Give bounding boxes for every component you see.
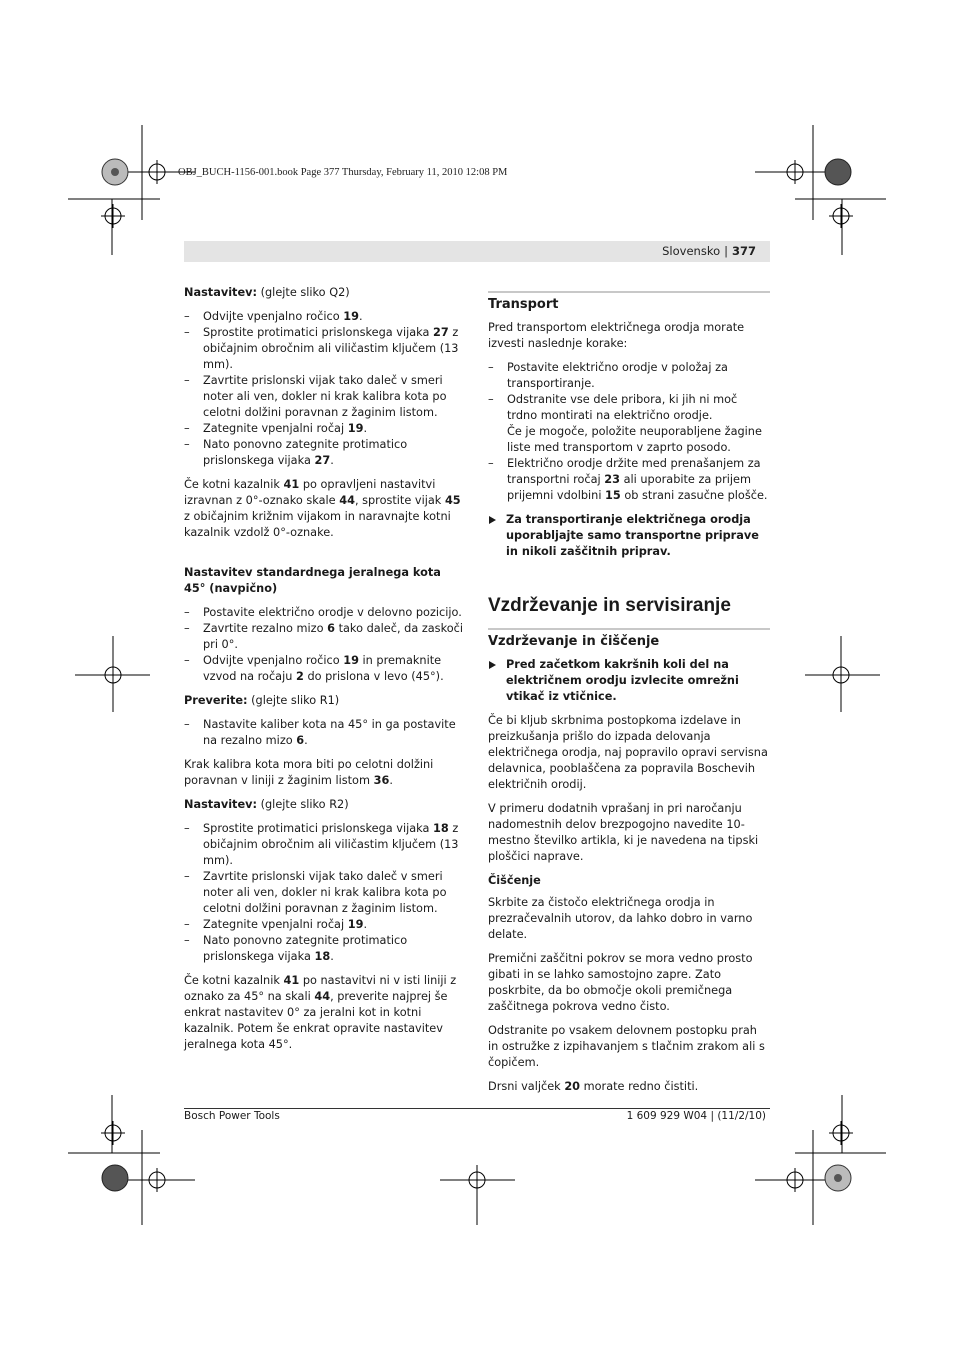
list-item: – Zavrtite rezalno mizo 6 tako daleč, da zaskoči pri 0°. (184, 621, 466, 653)
chapter-heading: Vzdrževanje in servisiranje (488, 595, 731, 616)
settings-q2-label: Nastavitev: (glejte sliko Q2) (184, 286, 350, 299)
list-item: – Nato ponovno zategnite protimatico prislonskega vijaka 18. (184, 933, 466, 965)
reference-number: 23 (604, 473, 620, 486)
settings-r2-steps (184, 821, 466, 965)
cleaning-p1: Skrbite za čistočo električnega orodja in prezračevalnih utorov, da lahko dobro in varno delate. (488, 896, 753, 941)
page-header (184, 241, 770, 262)
check-r1-note: Krak kalibra kota mora biti po celotni dolžini poravnan v liniji z žaginim listom 36. (184, 758, 434, 787)
list-item: – Sprostite protimatici prislonskega vijaka 18 z običajnim obročnim ali viličastim ključem (13 mm). (184, 821, 466, 869)
cleaning-p2: Premični zaščitni pokrov se mora vedno prosto gibati in se lahko samostojno zapre. Zato poskrbite, da bo območje okoli premičnega zaščitnega pokrova vedno čisto. (488, 952, 753, 1013)
settings-q2-steps (184, 309, 466, 469)
reference-number: 44 (314, 990, 331, 1003)
page-number: 377 (731, 244, 756, 258)
reference-number: 18 (314, 950, 331, 963)
list-item: – Zavrtite prislonski vijak tako daleč v smeri noter ali ven, dokler ni krak kalibra kota po celotni dolžini poravnan z žaginim listom. (184, 869, 466, 917)
list-item: – Odvijte vpenjalno ročico 19 in premaknite vzvod na ročaju 2 do prislona v levo (45°). (184, 653, 466, 685)
cleaning-p3: Odstranite po vsakem delovnem postopku prah in ostružke z izpihavanjem s tlačnim zrakom ali s čopičem. (488, 1024, 765, 1069)
list-item: – Zategnite vpenjalni ročaj 19. (184, 421, 466, 437)
settings-q2-note: Če kotni kazalnik 41 po opravljeni nastavitvi izravnan z 0°-oznako skale 44, sprostite vijak 45 z običajnim križnim vijakom in naravnajte kotni kazalnik vzdolž 0°-oznake. (184, 478, 461, 539)
warning-arrow-icon (489, 516, 496, 524)
reference-number: 45 (444, 494, 461, 507)
list-item: – Električno orodje držite med prenašanjem za transportni ročaj 23 ali uporabite za prijem prijemni vdolbini 15 ob strani zasučne plošče. (488, 456, 770, 504)
reference-number: 41 (283, 478, 300, 491)
list-item: – Nastavite kaliber kota na 45° in ga postavite na rezalno mizo 6. (184, 717, 466, 749)
reference-number: 6 (296, 734, 305, 747)
left-column (184, 285, 466, 1061)
reference-number: 19 (347, 918, 364, 931)
transport-intro: Pred transportom električnega orodja morate izvesti naslednje korake: (488, 321, 745, 350)
reference-number: 44 (339, 494, 355, 507)
transport-heading: Transport (488, 291, 770, 314)
cleaning-heading: Čiščenje (488, 874, 541, 887)
maintenance-p2: V primeru dodatnih vprašanj in pri naročanju nadomestnih delov brezpogojno navedite 10-mestno številko artikla, ki je navedena na tipski ploščici naprave. (488, 802, 759, 863)
reference-number: 19 (343, 310, 359, 323)
reference-number: 19 (343, 654, 359, 667)
maintenance-heading: Vzdrževanje in čiščenje (488, 628, 770, 651)
print-slug: OBJ_BUCH-1156-001.book Page 377 Thursday, February 11, 2010 12:08 PM (178, 167, 508, 178)
reference-number: 27 (314, 454, 331, 467)
header-language: Slovensko (662, 244, 721, 258)
list-item: – Nato ponovno zategnite protimatico prislonskega vijaka 27. (184, 437, 466, 469)
bevel-45-heading: Nastavitev standardnega jeralnega kota 45° (navpično) (184, 566, 441, 595)
settings-r2-note: Če kotni kazalnik 41 po nastavitvi ni v isti liniji z oznako za 45° na skali 44, preverite najprej še enkrat nastavitev 0° za jeralni kot in kotni kazalnik. Potem še enkrat opravite nastavitev jeralnega kota 45°. (184, 974, 457, 1051)
reference-number: 20 (564, 1080, 581, 1093)
reference-number: 2 (295, 670, 304, 683)
list-item: – Odstranite vse dele pribora, ki jih ni moč trdno montirati na električno orodje. Če je mogoče, položite neuporabljene žagine liste med transportom v zaprto posodo. (488, 392, 770, 456)
reference-number: 36 (373, 774, 390, 787)
list-item: – Zategnite vpenjalni ročaj 19. (184, 917, 466, 933)
right-column (488, 291, 770, 1103)
warning-arrow-icon (489, 661, 496, 669)
header-separator: | (724, 244, 728, 258)
footer-brand: Bosch Power Tools (184, 1110, 280, 1122)
list-item: – Postavite električno orodje v delovno pozicijo. (184, 605, 466, 621)
reference-number: 41 (283, 974, 300, 987)
list-item: – Postavite električno orodje v položaj za transportiranje. (488, 360, 770, 392)
maintenance-p1: Če bi kljub skrbnima postopkoma izdelave in preizkušanja prišlo do izpada delovanja električnega orodja, naj popravilo opravi servisna delavnica, pooblaščena za popravila Boschevih električnih orodij. (488, 714, 768, 791)
list-item: – Sprostite protimatici prislonskega vijaka 27 z običajnim obročnim ali viličastim ključem (13 mm). (184, 325, 466, 373)
reference-number: 6 (327, 622, 335, 635)
check-r1-label: Preverite: (glejte sliko R1) (184, 694, 340, 707)
footer-doc-number: 1 609 929 W04 | (11/2/10) (626, 1110, 766, 1122)
reference-number: 15 (605, 489, 621, 502)
list-item: – Odvijte vpenjalno ročico 19. (184, 309, 466, 325)
bevel-45-steps (184, 605, 466, 685)
list-item: – Zavrtite prislonski vijak tako daleč v smeri noter ali ven, dokler ni krak kalibra kota po celotni dolžini poravnan z žaginim listom. (184, 373, 466, 421)
footer-rule (184, 1108, 770, 1109)
transport-warning: Za transportiranje električnega orodja uporabljajte samo transportne priprave in nikoli zaščitnih priprav. (488, 512, 770, 560)
check-r1-steps (184, 717, 466, 749)
maintenance-warning: Pred začetkom kakršnih koli del na električnem orodju izvlecite omrežni vtikač iz vtičnice. (488, 657, 770, 705)
settings-r2-label: Nastavitev: (glejte sliko R2) (184, 798, 349, 811)
transport-steps (488, 360, 770, 504)
header-text (662, 244, 756, 258)
reference-number: 18 (433, 822, 449, 835)
reference-number: 19 (347, 422, 364, 435)
reference-number: 27 (433, 326, 449, 339)
cleaning-p4: Drsni valjček 20 morate redno čistiti. (488, 1080, 699, 1093)
